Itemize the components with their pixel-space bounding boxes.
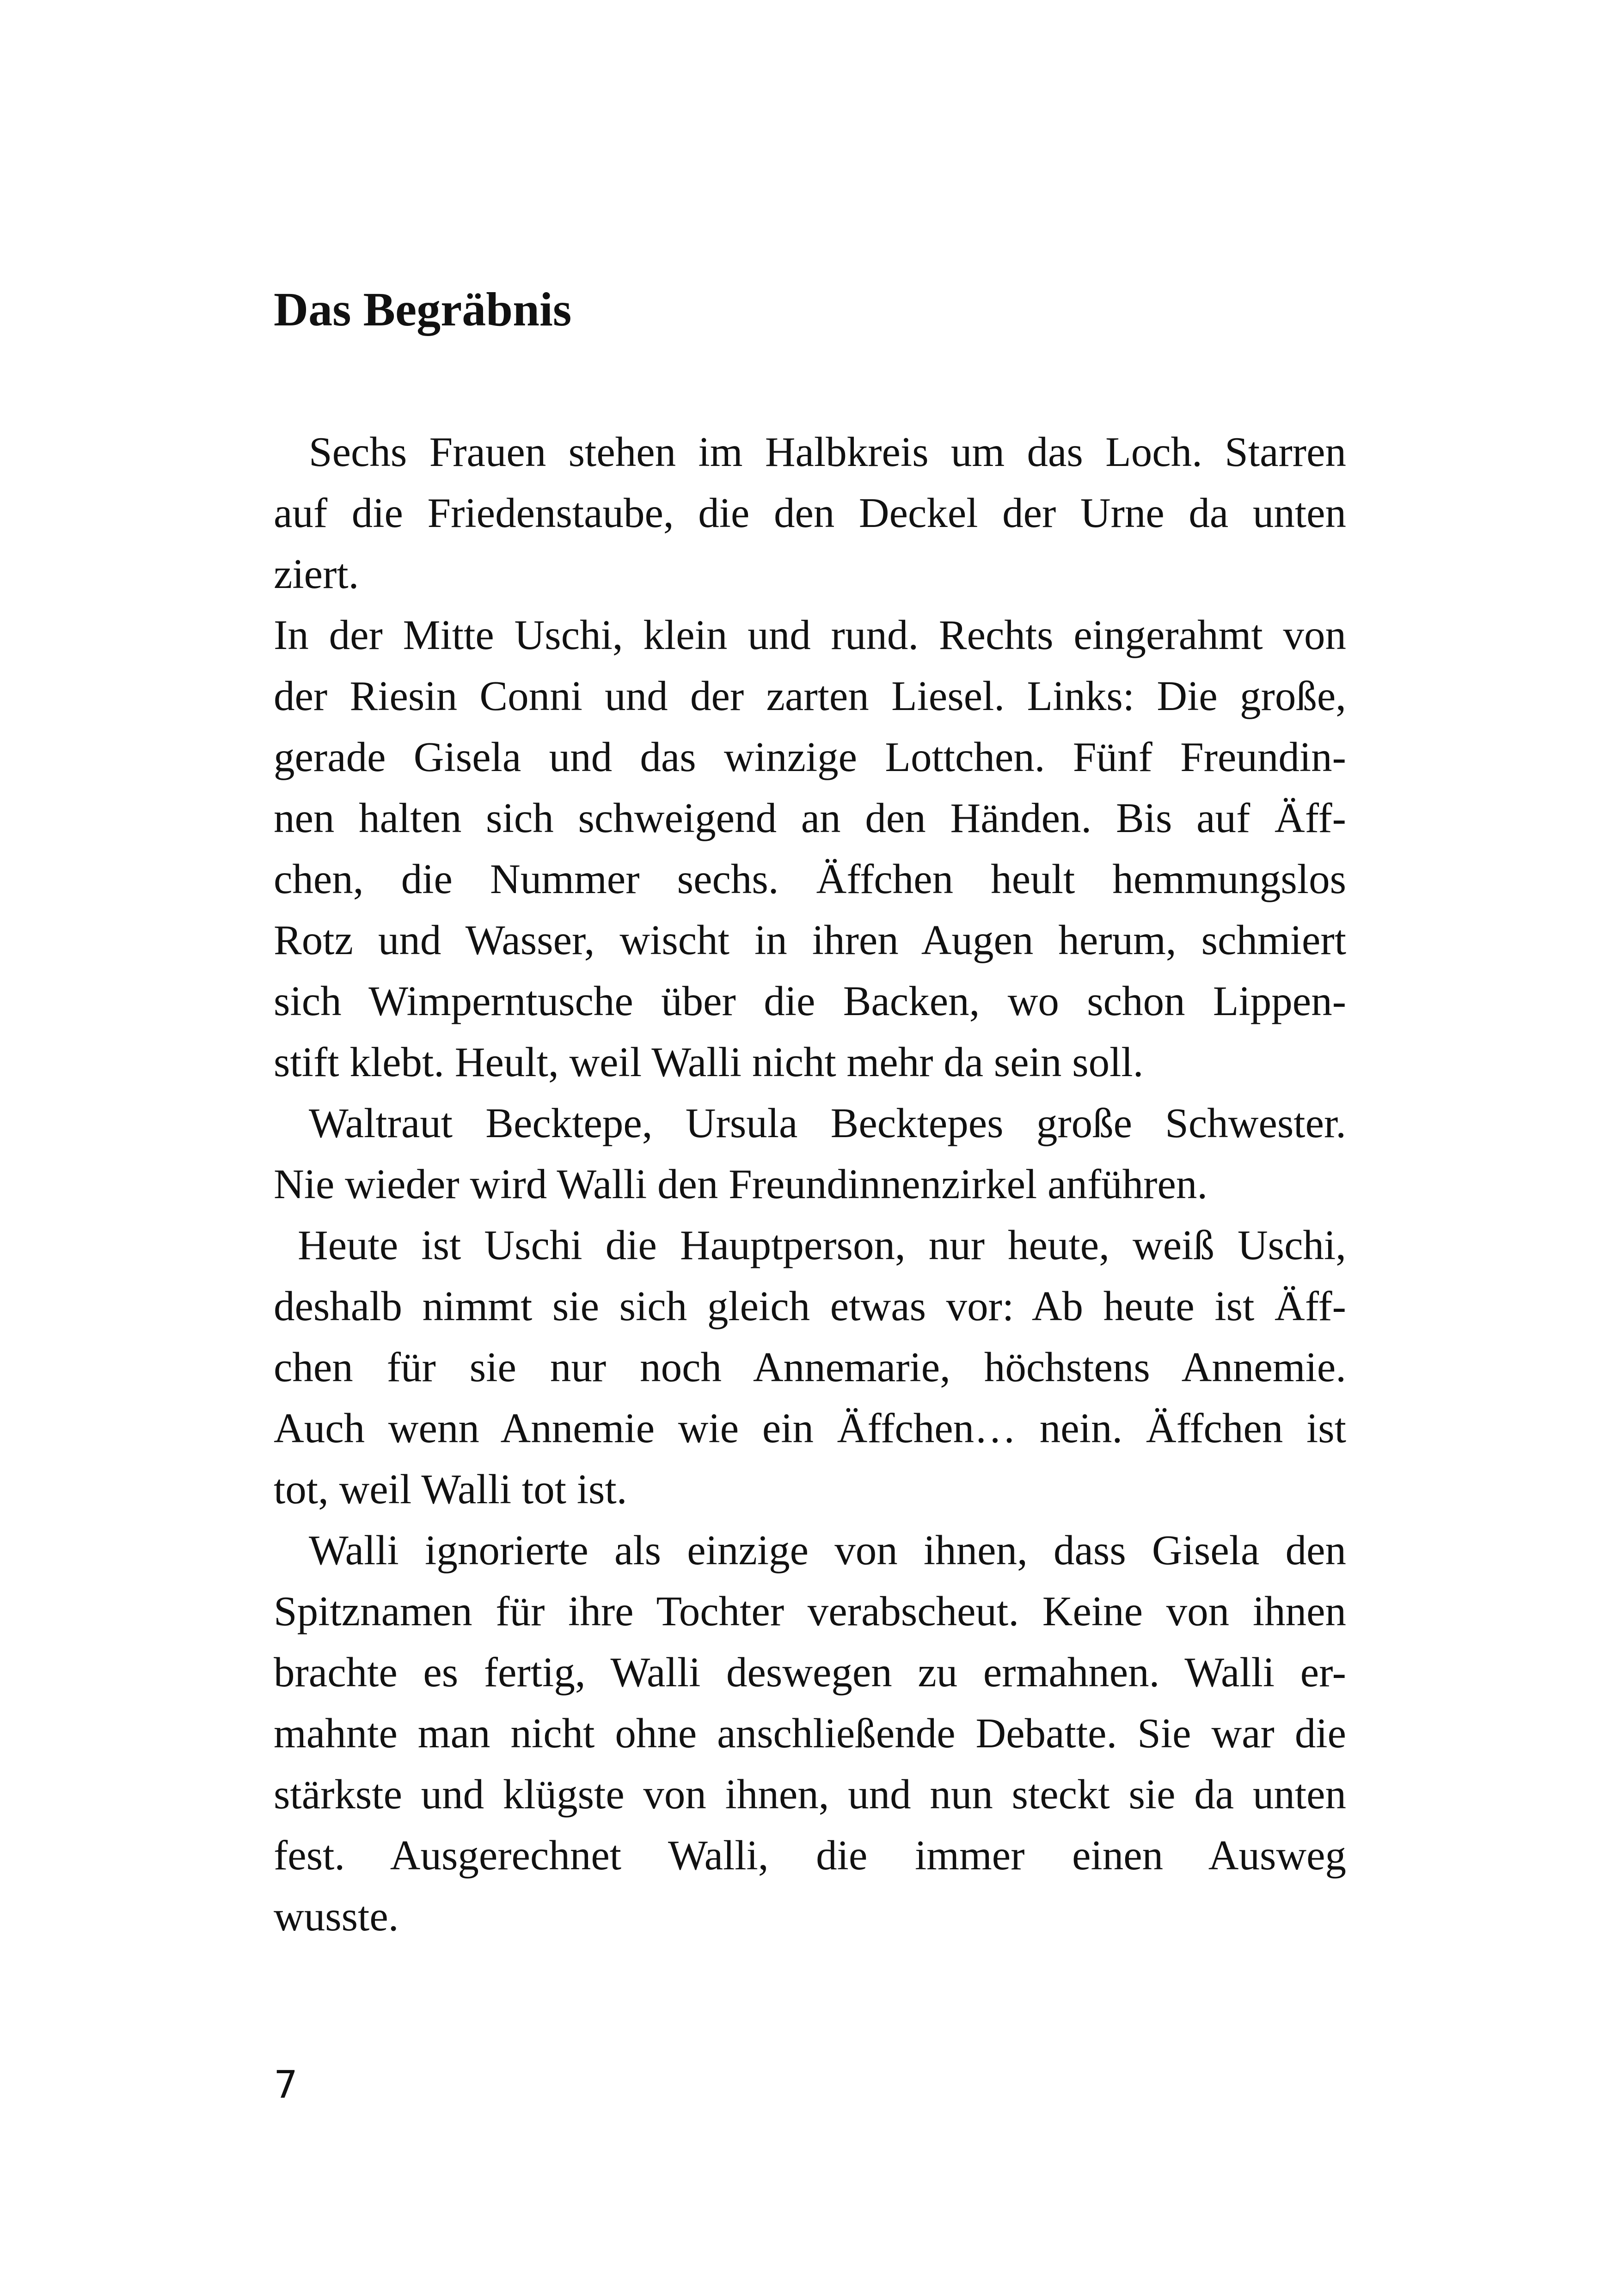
text-line: sich Wimperntusche über die Backen, wo schon Lippen- — [274, 978, 1346, 1024]
text-line: Auch wenn Annemie wie ein Äffchen… nein. Äffchen ist — [274, 1405, 1346, 1451]
text-line: nen halten sich schweigend an den Händen. Bis auf Äff- — [274, 795, 1346, 841]
text-line: fest. Ausgerechnet Walli, die immer einen Ausweg — [274, 1832, 1346, 1879]
text-line: deshalb nimmt sie sich gleich etwas vor: Ab heute ist Äff- — [274, 1283, 1346, 1329]
text-line: tot, weil Walli tot ist. — [274, 1466, 627, 1512]
text-line: Nie wieder wird Walli den Freundinnenzirkel anführen. — [274, 1161, 1208, 1207]
text-line: chen, die Nummer sechs. Äffchen heult hemmungslos — [274, 856, 1346, 902]
page-number: 7 — [274, 2063, 298, 2107]
chapter-body — [274, 422, 1346, 1947]
text-line: gerade Gisela und das winzige Lottchen. Fünf Freundin- — [274, 734, 1346, 780]
text-line: chen für sie nur noch Annemarie, höchstens Annemie. — [274, 1344, 1346, 1390]
text-line: Rotz und Wasser, wischt in ihren Augen herum, schmiert — [274, 917, 1346, 963]
text-line: stift klebt. Heult, weil Walli nicht mehr da sein soll. — [274, 1039, 1144, 1085]
text-line: Walli ignorierte als einzige von ihnen, dass Gisela den — [309, 1527, 1346, 1574]
text-line: auf die Friedenstaube, die den Deckel der Urne da unten — [274, 490, 1346, 536]
text-line: Spitznamen für ihre Tochter verabscheut. Keine von ihnen — [274, 1588, 1346, 1635]
text-line: Heute ist Uschi die Hauptperson, nur heute, weiß Uschi, — [298, 1222, 1346, 1268]
text-line: Sechs Frauen stehen im Halbkreis um das Loch. Starren — [309, 429, 1346, 475]
text-line: der Riesin Conni und der zarten Liesel. Links: Die große, — [274, 673, 1346, 719]
text-line: mahnte man nicht ohne anschließende Debatte. Sie war die — [274, 1710, 1346, 1757]
text-line: brachte es fertig, Walli deswegen zu ermahnen. Walli er- — [274, 1649, 1346, 1696]
text-line: stärkste und klügste von ihnen, und nun steckt sie da unten — [274, 1771, 1346, 1818]
text-line: wusste. — [274, 1893, 399, 1940]
text-line: Waltraut Becktepe, Ursula Becktepes große Schwester. — [309, 1100, 1346, 1146]
chapter-title: Das Begräbnis — [274, 283, 572, 336]
text-line: ziert. — [274, 551, 359, 597]
text-line: In der Mitte Uschi, klein und rund. Rechts eingerahmt von — [274, 612, 1346, 658]
